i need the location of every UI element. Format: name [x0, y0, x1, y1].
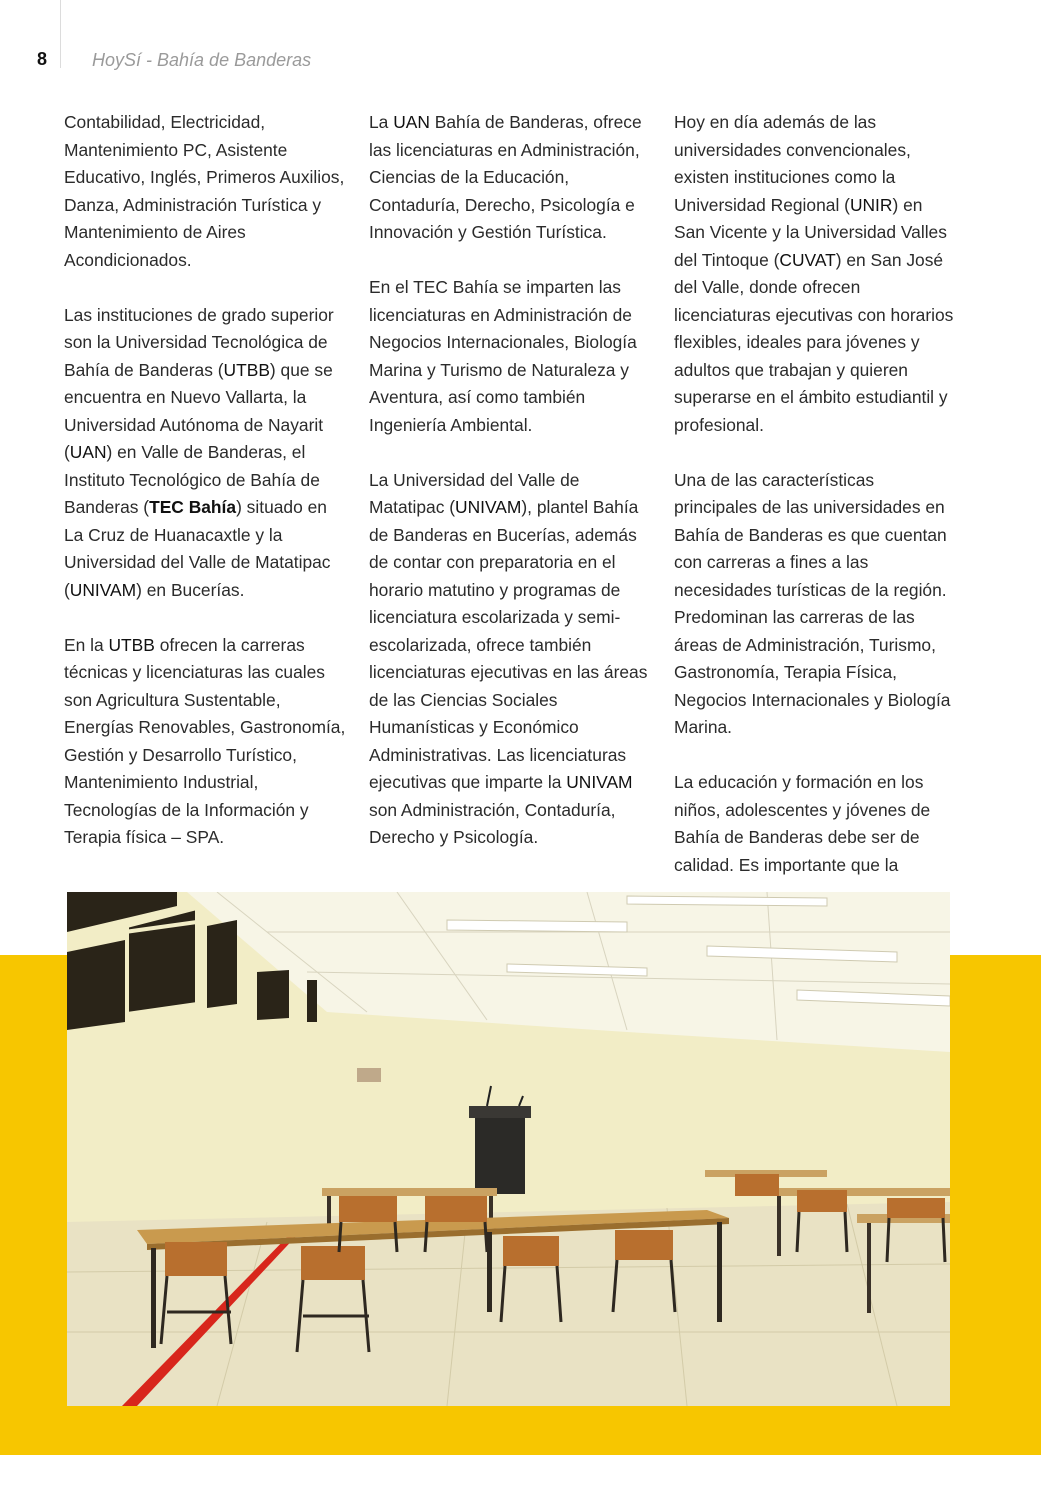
page-number: 8: [37, 49, 48, 69]
paragraph: Las instituciones de grado superior son la Universidad Tecnológica de Bahía de Banderas (UTBB) que se encuentra en Nuevo Vallarta, la Universidad Autónoma de Nayarit (UAN) en Valle de Banderas, el Instituto Tecnológico de Bahía de Banderas (TEC Bahía) situado en La Cruz de Huanacaxtle y la Universidad del Valle de Matatipac (UNIVAM) en Bucerías.: [64, 304, 334, 600]
institution-acronym: CUVAT: [779, 249, 836, 270]
institution-acronym: UTBB: [223, 359, 270, 380]
institution-acronym: UAN: [393, 112, 430, 132]
paragraph: La UAN Bahía de Banderas, ofrece las licenciaturas en Administración, Ciencias de la Educación, Contaduría, Derecho, Psicología e Innovación y Gestión Turística.: [369, 112, 642, 242]
paragraph: La educación y formación en los niños, adolescentes y jóvenes de Bahía de Banderas debe ser de calidad. Es importante que la: [674, 772, 931, 875]
header-divider: [60, 0, 61, 68]
institution-acronym: UNIVAM: [69, 579, 137, 600]
text-column-1: [64, 109, 346, 879]
paragraph: La Universidad del Valle de Matatipac (UNIVAM), plantel Bahía de Banderas en Bucerías, además de contar con preparatoria en el horario matutino y programas de licenciatura escolarizada y semi-escolarizada, ofrece también licenciaturas ejecutivas en las áreas de las Ciencias Sociales Humanísticas y Económico Administrativas. Las licenciaturas ejecutivas que imparte la UNIVAM son Administración, Contaduría, Derecho y Psicología.: [369, 469, 648, 847]
institution-acronym: UNIVAM: [566, 772, 633, 792]
institution-acronym: UTBB: [108, 634, 155, 655]
text-column-3: [674, 109, 956, 907]
running-title: HoySí - Bahía de Banderas: [92, 50, 312, 70]
text-column-2: [369, 109, 652, 879]
paragraph: En la UTBB ofrecen la carreras técnicas y licenciaturas las cuales son Agricultura Sustentable, Energías Renovables, Gastronomía, Gestión y Desarrollo Turístico, Mantenimiento Industrial, Tecnologías de la Información y Terapia física – SPA.: [64, 634, 346, 847]
institution-acronym: UNIVAM: [455, 497, 522, 517]
classroom-photo: [67, 892, 950, 1406]
institution-acronym: UNIR: [849, 194, 893, 215]
institution-acronym: TEC Bahía: [149, 497, 237, 517]
paragraph: En el TEC Bahía se imparten las licenciaturas en Administración de Negocios Internacionales, Biología Marina y Turismo de Naturaleza y Aventura, así como también Ingeniería Ambiental.: [369, 277, 637, 435]
institution-acronym: UAN: [69, 442, 107, 462]
paragraph: Hoy en día además de las universidades convencionales, existen instituciones como la Universidad Regional (UNIR) en San Vicente y la Universidad Valles del Tintoque (CUVAT) en San José del Valle, donde ofrecen licenciaturas ejecutivas con horarios flexibles, ideales para jóvenes y adultos que trabajan y quieren superarse en el ámbito estudiantil y profesional.: [674, 112, 954, 435]
paragraph: Contabilidad, Electricidad, Mantenimiento PC, Asistente Educativo, Inglés, Primeros Auxilios, Danza, Administración Turística y Mantenimiento de Aires Acondicionados.: [64, 112, 345, 270]
paragraph: Una de las características principales de las universidades en Bahía de Banderas es que cuentan con carreras a fines a las necesidades turísticas de la región. Predominan las carreras de las áreas de Administración, Turismo, Gastronomía, Terapia Física, Negocios Internacionales y Biología Marina.: [674, 469, 951, 737]
